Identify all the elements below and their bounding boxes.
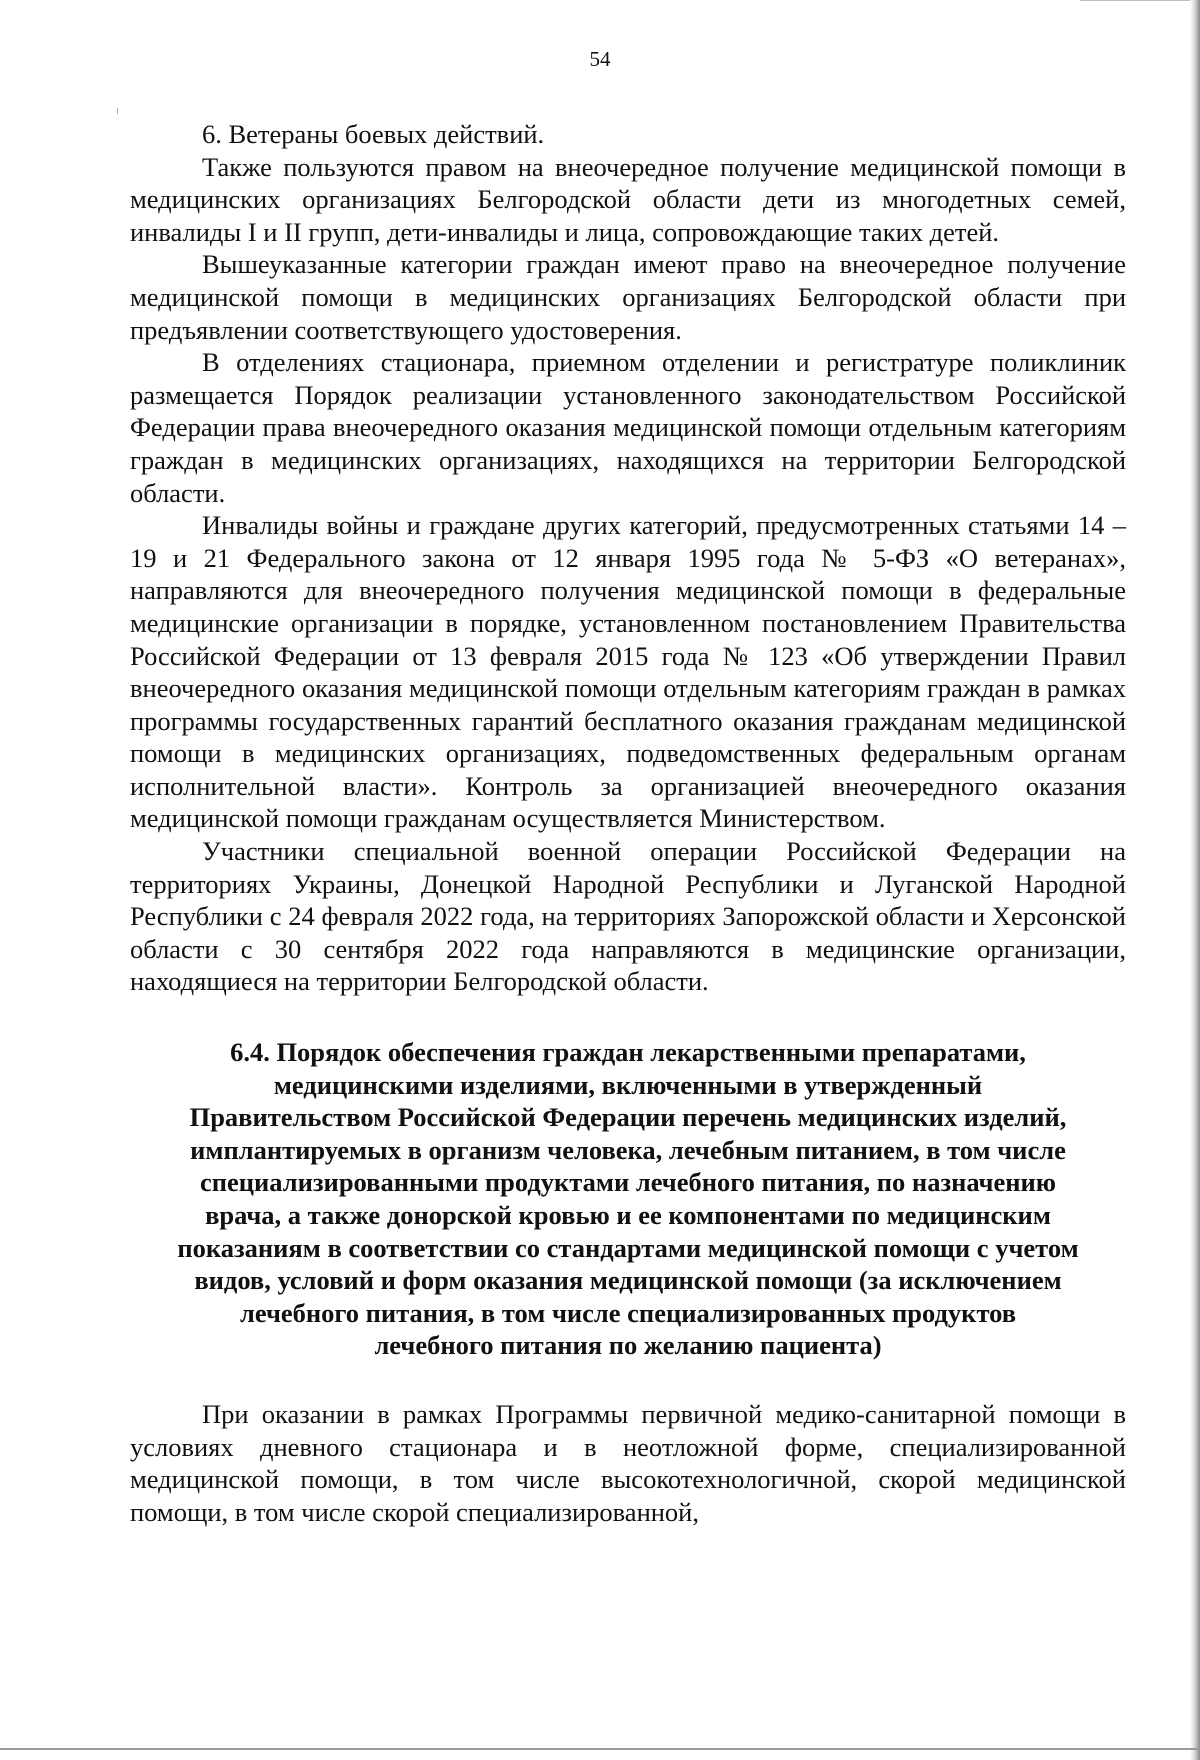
paragraph-war-invalids: Инвалиды войны и граждане других категорий, предусмотренных статьями 14 – 19 и 21 Федерального закона от 12 января 1995 года № 5-ФЗ «О ветеранах», направляются для внеочередного получения медицинской помощи в федеральные медицинские организации в порядке, установленном постановлением Правительства Российской Федерации от 13 февраля 2015 года № 123 «Об утверждении Правил внеочередного оказания медицинской помощи отдельным категориям граждан в рамках программы государственных гарантий бесплатного оказания гражданам медицинской помощи в медицинских организациях, подведомственных федеральным органам исполнительной власти». Контроль за организацией внеочередного оказания медицинской помощи гражданам осуществляется Министерством.: [130, 510, 1126, 834]
section-heading-line: видов, условий и форм оказания медицинской помощи (за исключением: [194, 1265, 1062, 1296]
paragraph-svo-participants: Участники специальной военной операции Российской Федерации на территориях Украины, Донецкой Народной Республики и Луганской Народной Республики с 24 февраля 2022 года, на территориях Запорожской области и Херсонской области с 30 сентября 2022 года направляются в медицинские организации, находящиеся на территории Белгородской области.: [130, 836, 1126, 997]
section-heading-line: 6.4. Порядок обеспечения граждан лекарственными препаратами,: [230, 1037, 1026, 1068]
section-heading-line: лечебного питания по желанию пациента): [374, 1330, 882, 1361]
section-heading-6-4: [130, 1036, 1126, 1362]
section-heading-line: показаниям в соответствии со стандартами медицинской помощи с учетом: [177, 1232, 1079, 1263]
section-heading-line: Правительством Российской Федерации перечень медицинских изделий,: [189, 1102, 1067, 1133]
section-heading-line: медицинскими изделиями, включенными в утвержденный: [273, 1069, 983, 1100]
section-heading-line: имплантируемых в организм человека, лечебным питанием, в том числе: [190, 1134, 1066, 1165]
section-heading-line: лечебного питания, в том числе специализированных продуктов: [239, 1297, 1017, 1328]
paragraph-program-provision: При оказании в рамках Программы первичной медико-санитарной помощи в условиях дневного стационара и в неотложной форме, специализированной медицинской помощи, в том числе высокотехнологичной, скорой медицинской помощи, в том числе скорой специализированной,: [130, 1398, 1126, 1527]
page-number: 54: [589, 47, 611, 71]
paragraph-posting-order: В отделениях стационара, приемном отделении и регистратуре поликлиник размещается Порядок реализации установленного законодательством Российской Федерации права внеочередного оказания медицинской помощи отдельным категориям граждан в медицинских организациях, находящихся на территории Белгородской области.: [130, 347, 1126, 508]
scan-edge-top: [1080, 0, 1200, 1]
section-heading-line: врача, а также донорской кровью и ее компонентами по медицинским: [205, 1200, 1051, 1230]
scan-edge-bottom: [0, 1748, 1200, 1750]
scan-mark: [117, 108, 118, 114]
paragraph-also-entitled: Также пользуются правом на внеочередное получение медицинской помощи в медицинских организациях Белгородской области дети из многодетных семей, инвалиды I и II групп, дети-инвалиды и лица, сопровождающие таких детей.: [130, 151, 1126, 247]
section-heading-line: специализированными продуктами лечебного питания, по назначению: [199, 1167, 1057, 1198]
scan-edge-right: [1190, 0, 1200, 1760]
document-body: [130, 118, 1126, 1528]
paragraph-veterans: 6. Ветераны боевых действий.: [202, 119, 545, 149]
paragraph-categories-certificate: Вышеуказанные категории граждан имеют право на внеочередное получение медицинской помощи в медицинских организациях Белгородской области при предъявлении соответствующего удостоверения.: [130, 249, 1126, 345]
